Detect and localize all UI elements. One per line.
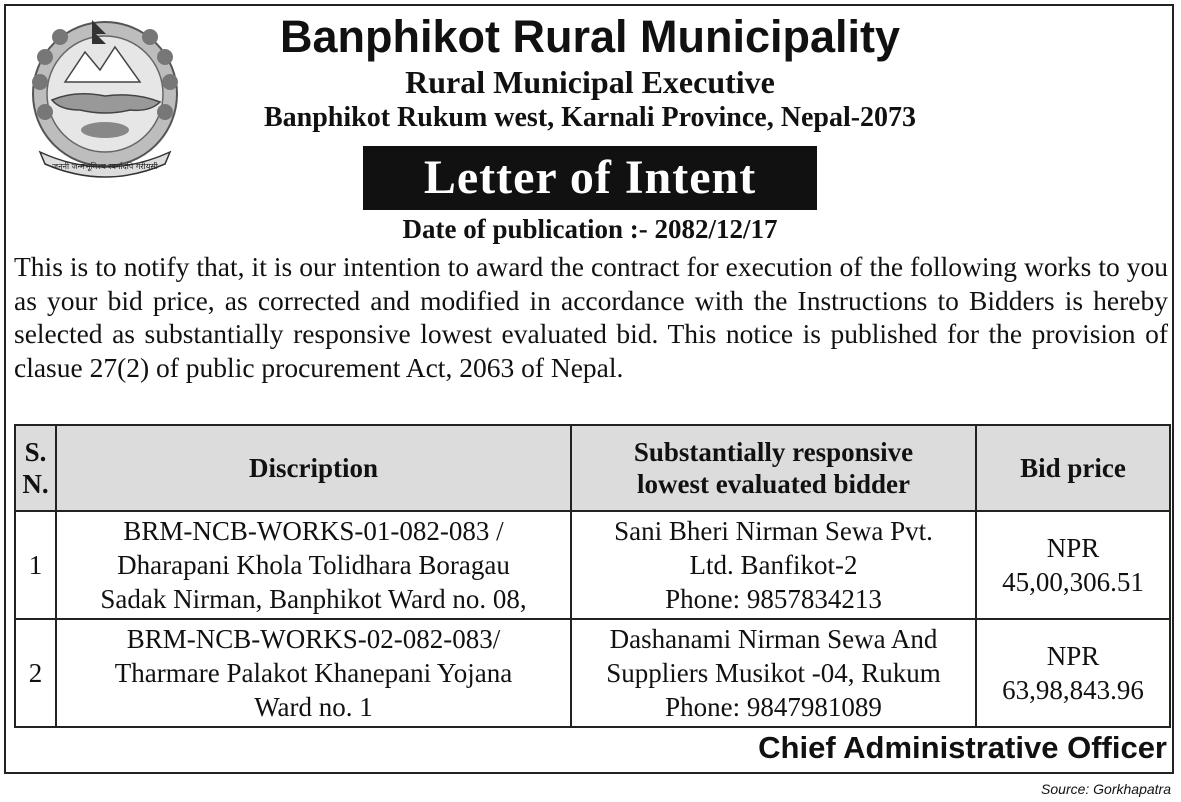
row-bidder-line: Ltd. Banfikot-2 — [689, 550, 858, 580]
row-description-line: Sadak Nirman, Banphikot Ward no. 08, — [100, 584, 527, 614]
letter-of-intent-heading: Letter of Intent — [363, 146, 817, 210]
address-line: Banphikot Rukum west, Karnali Province, Nepal-2073 — [263, 102, 917, 133]
row-price-currency: NPR — [1046, 641, 1100, 671]
nepal-coat-of-arms-icon — [20, 12, 190, 182]
emblem-motto: जननी जन्मभूमिश्च स्वर्गादपि गरीयसी — [52, 162, 158, 171]
row-bidder-line: Phone: 9847981089 — [665, 692, 882, 722]
row-sn: 2 — [15, 619, 56, 727]
col-header-description: Discription — [56, 425, 571, 511]
row-bidder-line: Suppliers Musikot -04, Rukum — [606, 658, 941, 688]
row-description — [56, 619, 571, 727]
row-description — [56, 511, 571, 619]
row-bidder — [571, 619, 976, 727]
row-description-line: Tharmare Palakot Khanepani Yojana — [114, 658, 513, 688]
table-header-row — [15, 425, 1170, 511]
col-header-sn — [15, 425, 56, 511]
row-bidder — [571, 511, 976, 619]
row-bid-price — [976, 619, 1170, 727]
col-header-bidder — [571, 425, 976, 511]
row-bid-price — [976, 511, 1170, 619]
row-description-line: Ward no. 1 — [254, 692, 373, 722]
row-bidder-line: Dashanami Nirman Sewa And — [609, 624, 938, 654]
col-header-sn-line2: N. — [22, 469, 49, 499]
row-description-line: BRM-NCB-WORKS-02-082-083/ — [126, 624, 501, 654]
notice-body: This is to notify that, it is our intention to award the contract for execution of the following works to you as your bid price, as corrected and modified in accordance with the Instructions to Bidders is hereby selected as substantially responsive lowest evaluated bid. This notice is published for the provision of clasue 27(2) of public procurement Act, 2063 of Nepal. — [14, 251, 1168, 383]
col-header-bidder-line1: Substantially responsive — [633, 437, 914, 467]
row-description-line: Dharapani Khola Tolidhara Boragau — [117, 550, 510, 580]
table-row — [15, 511, 1170, 619]
source-credit: Source: Gorkhapatra — [1041, 781, 1171, 797]
row-price-currency: NPR — [1046, 533, 1100, 563]
executive-subtitle: Rural Municipal Executive — [405, 64, 775, 100]
signatory-title: Chief Administrative Officer — [758, 730, 1167, 765]
col-header-sn-line1: S. — [24, 437, 47, 467]
publication-date: Date of publication :- 2082/12/17 — [402, 214, 778, 244]
row-price-amount: 45,00,306.51 — [1002, 567, 1144, 597]
contract-table — [14, 424, 1171, 728]
row-sn: 1 — [15, 511, 56, 619]
row-price-amount: 63,98,843.96 — [1002, 675, 1144, 705]
table-row — [15, 619, 1170, 727]
row-bidder-line: Phone: 9857834213 — [665, 584, 882, 614]
col-header-bid-price: Bid price — [976, 425, 1170, 511]
municipality-title: Banphikot Rural Municipality — [279, 11, 901, 62]
col-header-bidder-line2: lowest evaluated bidder — [637, 469, 910, 499]
row-bidder-line: Sani Bheri Nirman Sewa Pvt. — [614, 516, 933, 546]
row-description-line: BRM-NCB-WORKS-01-082-083 / — [123, 516, 504, 546]
